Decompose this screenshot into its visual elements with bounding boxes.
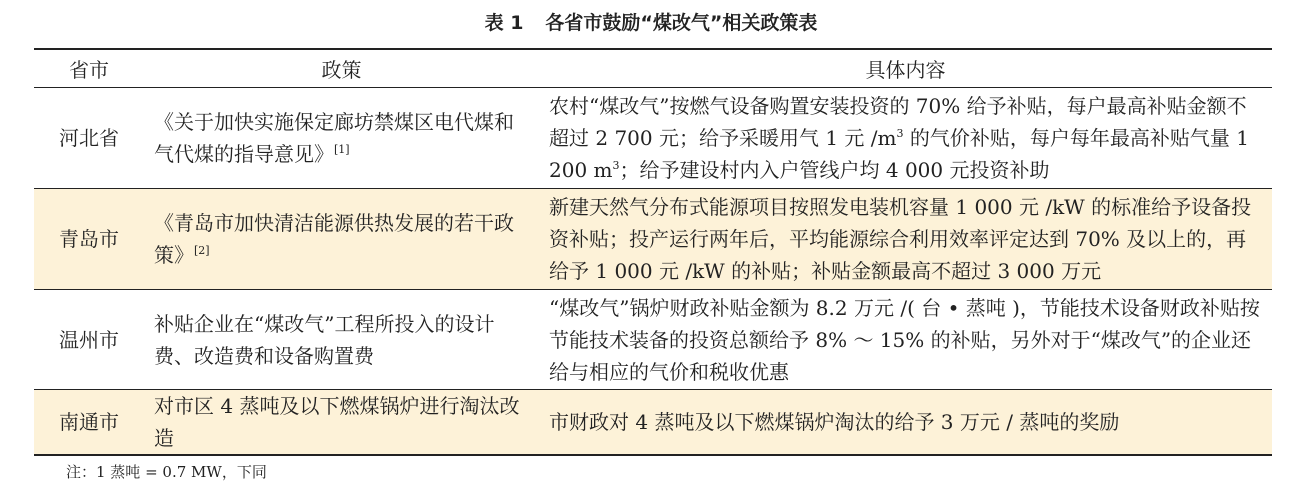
policy-cell — [144, 189, 539, 290]
table-row — [34, 189, 1272, 290]
column-header-content: 具体内容 — [539, 49, 1272, 88]
region-cell: 温州市 — [34, 290, 144, 390]
region-cell: 河北省 — [34, 88, 144, 189]
reference-mark: [1] — [334, 143, 350, 156]
content-cell: “煤改气”锅炉财政补贴金额为 8.2 万元 /( 台 • 蒸吨 )，节能技术设备财政补贴按节能技术装备的投资总额给予 8% ～ 15% 的补贴，另外对于“煤改气”的企业还给与相应的气价和税收优惠 — [539, 290, 1272, 390]
content-cell: 市财政对 4 蒸吨及以下燃煤锅炉淘汰的给予 3 万元 / 蒸吨的奖励 — [539, 390, 1272, 456]
policy-cell: 补贴企业在“煤改气”工程所投入的设计费、改造费和设备购置费 — [144, 290, 539, 390]
table-row — [34, 290, 1272, 390]
content-text: ；给予建设村内入户管线户均 4 000 元投资补助 — [619, 158, 1050, 182]
column-header-region: 省市 — [34, 49, 144, 88]
policy-table — [34, 48, 1272, 456]
content-text: 的气价补贴，每户每年最高补贴气量 1 200 m — [549, 126, 1249, 182]
table-footnote: 注：1 蒸吨 = 0.7 MW，下同 — [66, 463, 267, 481]
region-cell: 青岛市 — [34, 189, 144, 290]
reference-mark: [2] — [194, 244, 210, 257]
table-row — [34, 390, 1272, 456]
policy-cell — [144, 88, 539, 189]
policy-text: 《青岛市加快清洁能源供热发展的若干政策》 — [154, 211, 514, 267]
content-cell: 新建天然气分布式能源项目按照发电装机容量 1 000 元 /kW 的标准给予设备投资补贴；投产运行两年后，平均能源综合利用效率评定达到 70% 及以上的，再给予 1 000 元 /kW 的补贴；补贴金额最高不超过 3 000 万元 — [539, 189, 1272, 290]
table-title: 各省市鼓励“煤改气”相关政策表 — [545, 12, 818, 34]
superscript: 3 — [612, 159, 620, 172]
content-text: 农村“煤改气”按燃气设备购置安装投资的 70% 给予补贴，每户最高补贴金额不超过 2 700 元；给予采暖用气 1 元 /m — [549, 94, 1247, 150]
table-caption — [0, 10, 1302, 36]
column-header-policy: 政策 — [144, 49, 539, 88]
table-row — [34, 88, 1272, 189]
policy-cell: 对市区 4 蒸吨及以下燃煤锅炉进行淘汰改造 — [144, 390, 539, 456]
header-row — [34, 49, 1272, 88]
region-cell: 南通市 — [34, 390, 144, 456]
table-number: 表 1 — [484, 12, 524, 34]
superscript: 3 — [896, 127, 904, 140]
policy-text: 《关于加快实施保定廊坊禁煤区电代煤和气代煤的指导意见》 — [154, 110, 514, 166]
content-cell — [539, 88, 1272, 189]
